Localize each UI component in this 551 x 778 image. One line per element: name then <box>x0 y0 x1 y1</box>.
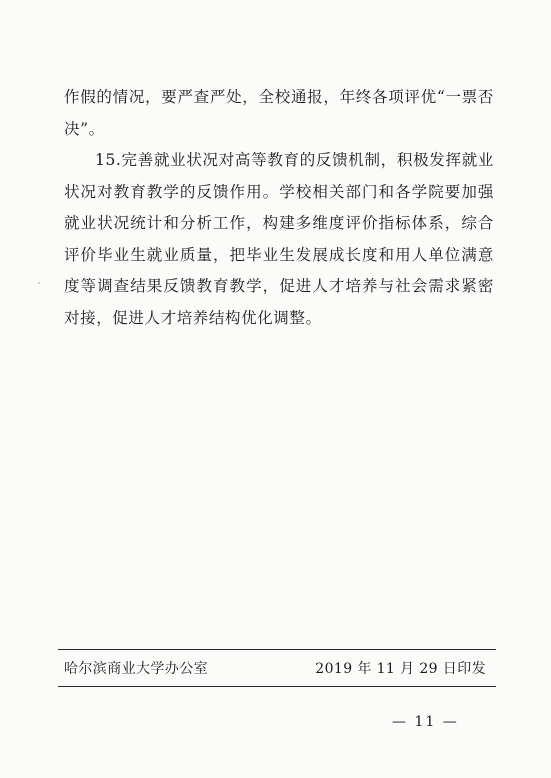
imprint-bar <box>58 649 496 687</box>
page-number: — 11 — <box>392 714 459 730</box>
body-text <box>64 82 494 334</box>
scan-speck <box>38 282 40 284</box>
issuing-organization: 哈尔滨商业大学办公室 <box>64 661 208 677</box>
paragraph-15: 15.完善就业状况对高等教育的反馈机制，积极发挥就业状况对教育教学的反馈作用。学校相关部门和各学院要加强就业状况统计和分析工作，构建多维度评价指标体系，综合评价毕业生就业质量，把毕业生发展成长度和用人单位满意度等调查结果反馈教育教学，促进人才培养与社会需求紧密对接，促进人才培养结构优化调整。 <box>64 151 494 327</box>
paragraph-continued: 作假的情况，要严查严处，全校通报，年终各项评优“一票否决”。 <box>64 88 494 138</box>
issue-date: 2019 年 11 月 29 日印发 <box>315 661 486 677</box>
